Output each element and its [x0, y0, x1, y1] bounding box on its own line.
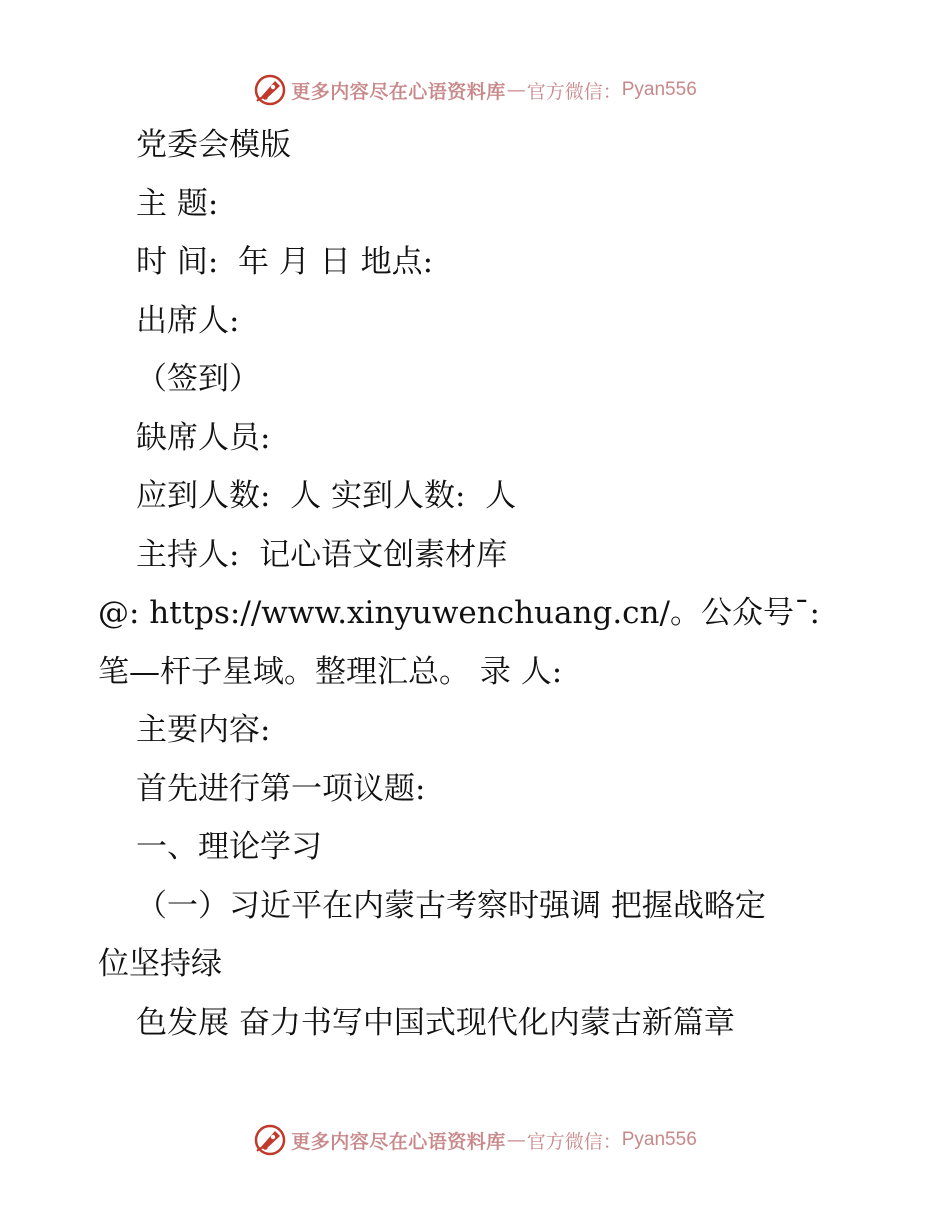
header-banner: [0, 70, 950, 110]
banner-wechat-label: 官方微信：: [526, 80, 622, 103]
banner-dash: —: [506, 79, 526, 101]
recorder-line: 笔—杆子星域。整理汇总。 录 人:: [98, 653, 563, 690]
subsection-heading-part3: 色发展 奋力书写中国式现代化内蒙古新篇章: [136, 1004, 735, 1041]
website-line: @: https://www.xinyuwenchuang.cn/。公众号¯:: [98, 595, 820, 631]
absentees-line: 缺席人员:: [136, 419, 271, 456]
subsection-heading-part2: 位坚持绿: [98, 946, 222, 982]
banner-wechat-id: Pyan556: [621, 1129, 697, 1150]
section-heading: 一、理论学习: [136, 829, 322, 865]
attendees-line: 出席人:: [136, 302, 240, 339]
doc-title: 党委会模版: [136, 127, 291, 163]
host-line: 主持人: 记心语文创素材库: [136, 536, 508, 573]
banner-dash: —: [506, 1129, 526, 1151]
headcount-line: 应到人数: 人 实到人数: 人: [136, 478, 517, 514]
banner-wechat-label: 官方微信：: [526, 1130, 622, 1153]
main-content-heading: 主要内容:: [136, 712, 271, 748]
banner-wechat-id: Pyan556: [621, 79, 697, 100]
topic-line: 主 题:: [136, 185, 219, 222]
pen-nib-logo-icon: [253, 1123, 287, 1157]
banner-main-text: 更多内容尽在心语资料库: [291, 1130, 506, 1153]
sign-in-line: （签到）: [136, 361, 260, 397]
banner-main-text: 更多内容尽在心语资料库: [291, 80, 506, 103]
pen-nib-logo-icon: [253, 73, 287, 107]
time-location-line: 时 间: 年 月 日 地点:: [136, 244, 434, 280]
first-agenda-line: 首先进行第一项议题:: [136, 770, 426, 807]
subsection-heading-part1: （一）习近平在内蒙古考察时强调 把握战略定: [136, 887, 766, 924]
document-body: [98, 116, 858, 1052]
footer-banner: [0, 1120, 950, 1160]
